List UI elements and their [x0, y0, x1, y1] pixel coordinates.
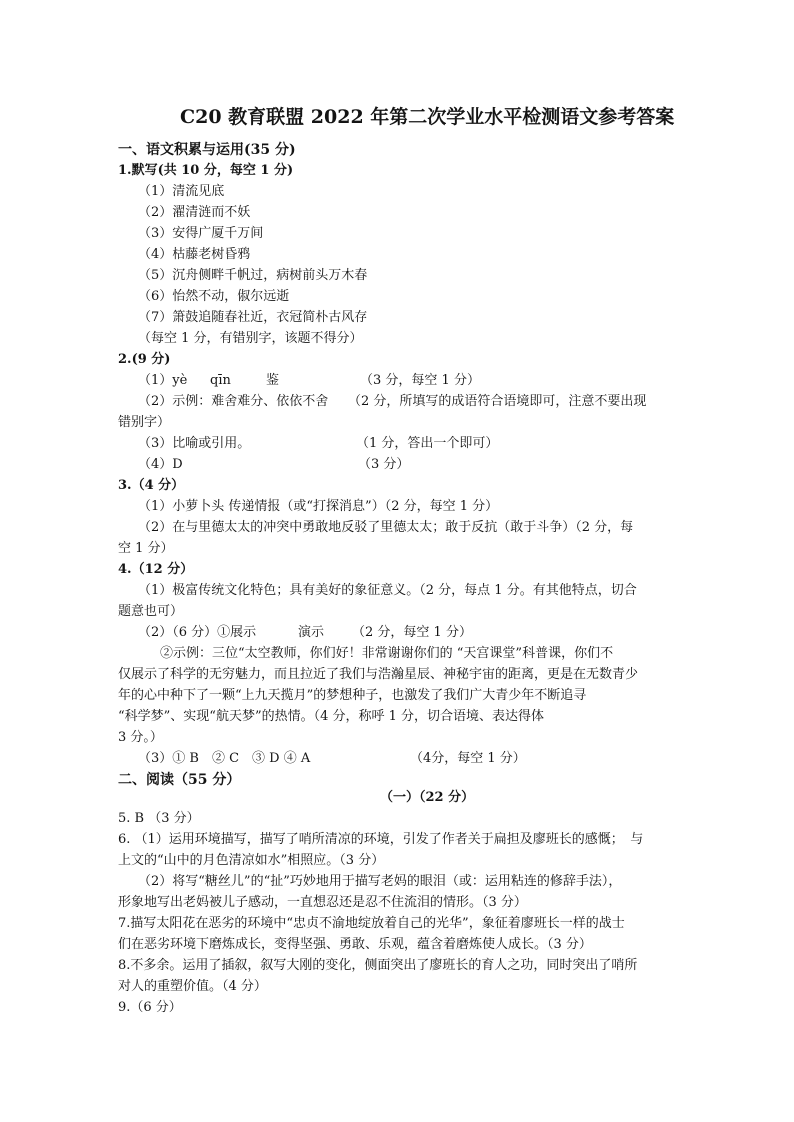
q4-line-1: （1）极富传统文化特色；具有美好的象征意义。（2 分，每点 1 分。有其他特点，切合 — [138, 583, 637, 598]
q3-line-2: （2）在与里德太太的冲突中勇敢地反驳了里德太太；敢于反抗（敢于斗争）（2 分，每 — [138, 520, 634, 535]
q4-line-5: 仅展示了科学的无穷魅力，而且拉近了我们与浩瀚星辰、神秘宇宙的距离，更是在无数青少 — [118, 667, 639, 682]
q1-item-7: （7）箫鼓追随春社近，衣冠简朴古风存 — [138, 310, 368, 325]
q1-note: （每空 1 分，有错别字，该题不得分） — [138, 331, 363, 346]
q1-item-3: （3）安得广厦千万间 — [138, 226, 264, 241]
section-heading-reading: 二、阅读（55 分） — [118, 772, 241, 788]
q4-2-score: （2 分，每空 1 分） — [352, 625, 472, 640]
q4-3-answer: （3）① B ② C ③ D ④ A — [138, 751, 311, 766]
q2-line-2-cont: 错别字） — [118, 415, 171, 430]
q1-item-4: （4）枯藤老树昏鸦 — [138, 247, 251, 262]
q4-line-4: ②示例：三位“太空教师，你们好！非常谢谢你们的 “天宫课堂”科普课，你们不 — [160, 646, 614, 661]
subsection-heading-1: （一）（22 分） — [380, 790, 475, 805]
q4-line-2: 题意也可） — [118, 604, 184, 619]
q4-3-score: （4分，每空 1 分） — [410, 751, 526, 766]
q6-line-3: （2）将写“糖丝儿”的“扯”巧妙地用于描写老妈的眼泪（或：运用粘连的修辞手法）， — [138, 874, 622, 889]
q4-2-answer-a: （2）（6 分）①展示 — [138, 625, 257, 640]
q6-line-1: 6. （1）运用环境描写，描写了哨所清凉的环境，引发了作者关于扁担及廖班长的感慨； 与 — [118, 832, 644, 847]
q9-heading: 9.（6 分） — [118, 1000, 182, 1015]
q8-line-1: 8.不多余。运用了插叙，叙写大刚的变化，侧面突出了廖班长的育人之功，同时突出了哨所 — [118, 958, 638, 973]
q3-line-1: （1）小萝卜头 传递情报（或“打探消息”）（2 分，每空 1 分） — [138, 499, 499, 514]
q4-line-8: 3 分。） — [118, 730, 163, 745]
q7-line-2: 们在恶劣环境下磨炼成长，变得坚强、勇敢、乐观，蕴含着磨炼使人成长。（3 分） — [118, 937, 592, 952]
q8-line-2: 对人的重塑价值。（4 分） — [118, 979, 267, 994]
q2-heading: 2.(9 分) — [118, 352, 171, 367]
q6-line-4: 形象地写出老妈被儿子感动，一直想忍还是忍不住流泪的情形。（3 分） — [118, 895, 527, 910]
q4-line-6: 年的心中种下了一颗“上九天揽月”的梦想种子，也激发了我们广大青少年不断追寻 — [118, 688, 587, 703]
q7-line-1: 7.描写太阳花在恶劣的环境中“忠贞不渝地绽放着自己的光华”，象征着廖班长一样的战士 — [118, 916, 625, 931]
q1-item-6: （6）怡然不动，俶尔远逝 — [138, 289, 290, 304]
q3-line-3: 空 1 分） — [118, 541, 174, 556]
q2-3-score: （1 分，答出一个即可） — [356, 436, 499, 451]
q2-1-score: （3 分，每空 1 分） — [360, 373, 480, 388]
section-heading-accumulation: 一、语文积累与运用(35 分) — [118, 142, 296, 158]
q2-2-score: （2 分，所填写的成语符合语境即可，注意不要出现 — [348, 394, 647, 409]
q2-3-answer: （3）比喻或引用。 — [138, 436, 251, 451]
q4-line-7: “科学梦”、实现“航天梦”的热情。（4 分，称呼 1 分，切合语境、表达得体 — [118, 709, 545, 724]
q5-line: 5. B （3 分） — [118, 811, 200, 826]
q2-1-answer-c: 鉴 — [266, 373, 280, 388]
q3-heading: 3.（4 分） — [118, 478, 185, 493]
q1-heading: 1.默写(共 10 分，每空 1 分) — [118, 163, 294, 178]
q6-line-2: 上文的“山中的月色清凉如水”相照应。（3 分） — [118, 853, 385, 868]
q4-heading: 4.（12 分） — [118, 562, 194, 577]
page-title: C20 教育联盟 2022 年第二次学业水平检测语文参考答案 — [180, 106, 675, 128]
q2-1-answer-b: qīn — [210, 373, 231, 388]
q2-2-answer: （2）示例：难舍难分、依依不舍 — [138, 394, 329, 409]
q2-4-score: （3 分） — [358, 457, 410, 472]
q1-item-1: （1）清流见底 — [138, 184, 225, 199]
q1-item-2: （2）濯清涟而不妖 — [138, 205, 251, 220]
q2-1-answer-a: （1）yè — [138, 373, 188, 388]
q4-2-answer-b: 演示 — [298, 625, 325, 640]
q2-4-answer: （4）D — [138, 457, 183, 472]
q1-item-5: （5）沉舟侧畔千帆过，病树前头万木春 — [138, 268, 368, 283]
